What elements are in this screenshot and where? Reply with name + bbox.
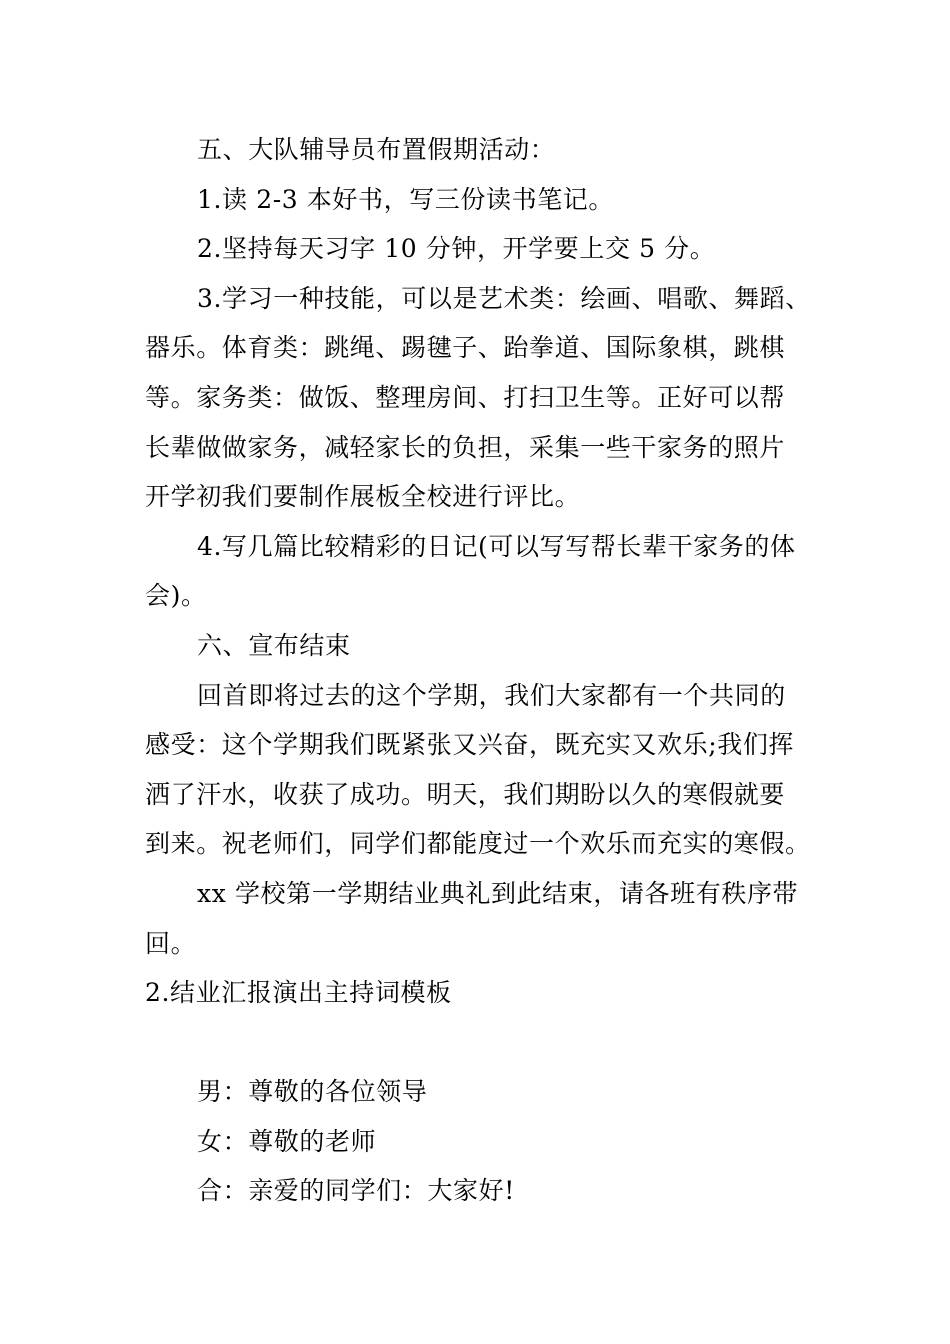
list-item-reading: 1.读 2-3 本好书，写三份读书笔记。 <box>197 184 615 214</box>
document-page <box>145 125 845 1216</box>
section-heading-template: 2.结业汇报演出主持词模板 <box>145 978 452 1008</box>
list-item-diary-line-1: 4.写几篇比较精彩的日记(可以写写帮长辈干家务的体 <box>197 531 796 561</box>
closing-paragraph-line-1: 回首即将过去的这个学期，我们大家都有一个共同的 <box>197 680 786 710</box>
section-heading-closing: 六、宣布结束 <box>197 630 351 660</box>
blank-line <box>145 1018 845 1068</box>
section-heading-activities: 五、大队辅导员布置假期活动： <box>197 135 556 164</box>
list-item-handwriting: 2.坚持每天习字 10 分钟，开学要上交 5 分。 <box>197 234 716 264</box>
list-item-diary-line-2: 会)。 <box>145 581 207 611</box>
script-line-male: 男：尊敬的各位领导 <box>197 1077 428 1107</box>
script-line-together: 合：亲爱的同学们：大家好! <box>197 1176 515 1206</box>
list-item-skill-line-2: 器乐。体育类：跳绳、踢毽子、跆拳道、国际象棋，跳棋 <box>145 333 786 363</box>
closing-paragraph-line-2: 感受：这个学期我们既紧张又兴奋，既充实又欢乐;我们挥 <box>145 730 795 760</box>
list-item-skill-line-1: 3.学习一种技能，可以是艺术类：绘画、唱歌、舞蹈、 <box>197 283 811 313</box>
dismissal-paragraph-line-2: 回。 <box>145 928 197 958</box>
list-item-skill-line-3: 等。家务类：做饭、整理房间、打扫卫生等。正好可以帮 <box>145 382 786 412</box>
list-item-skill-line-5: 开学初我们要制作展板全校进行评比。 <box>145 482 581 512</box>
list-item-skill-line-4: 长辈做做家务，减轻家长的负担，采集一些干家务的照片 <box>145 432 786 462</box>
dismissal-paragraph-line-1: xx 学校第一学期结业典礼到此结束，请各班有秩序带 <box>197 878 799 908</box>
closing-paragraph-line-4: 到来。祝老师们，同学们都能度过一个欢乐而充实的寒假。 <box>145 829 811 859</box>
script-line-female: 女：尊敬的老师 <box>197 1126 377 1156</box>
closing-paragraph-line-3: 洒了汗水，收获了成功。明天，我们期盼以久的寒假就要 <box>145 779 786 809</box>
